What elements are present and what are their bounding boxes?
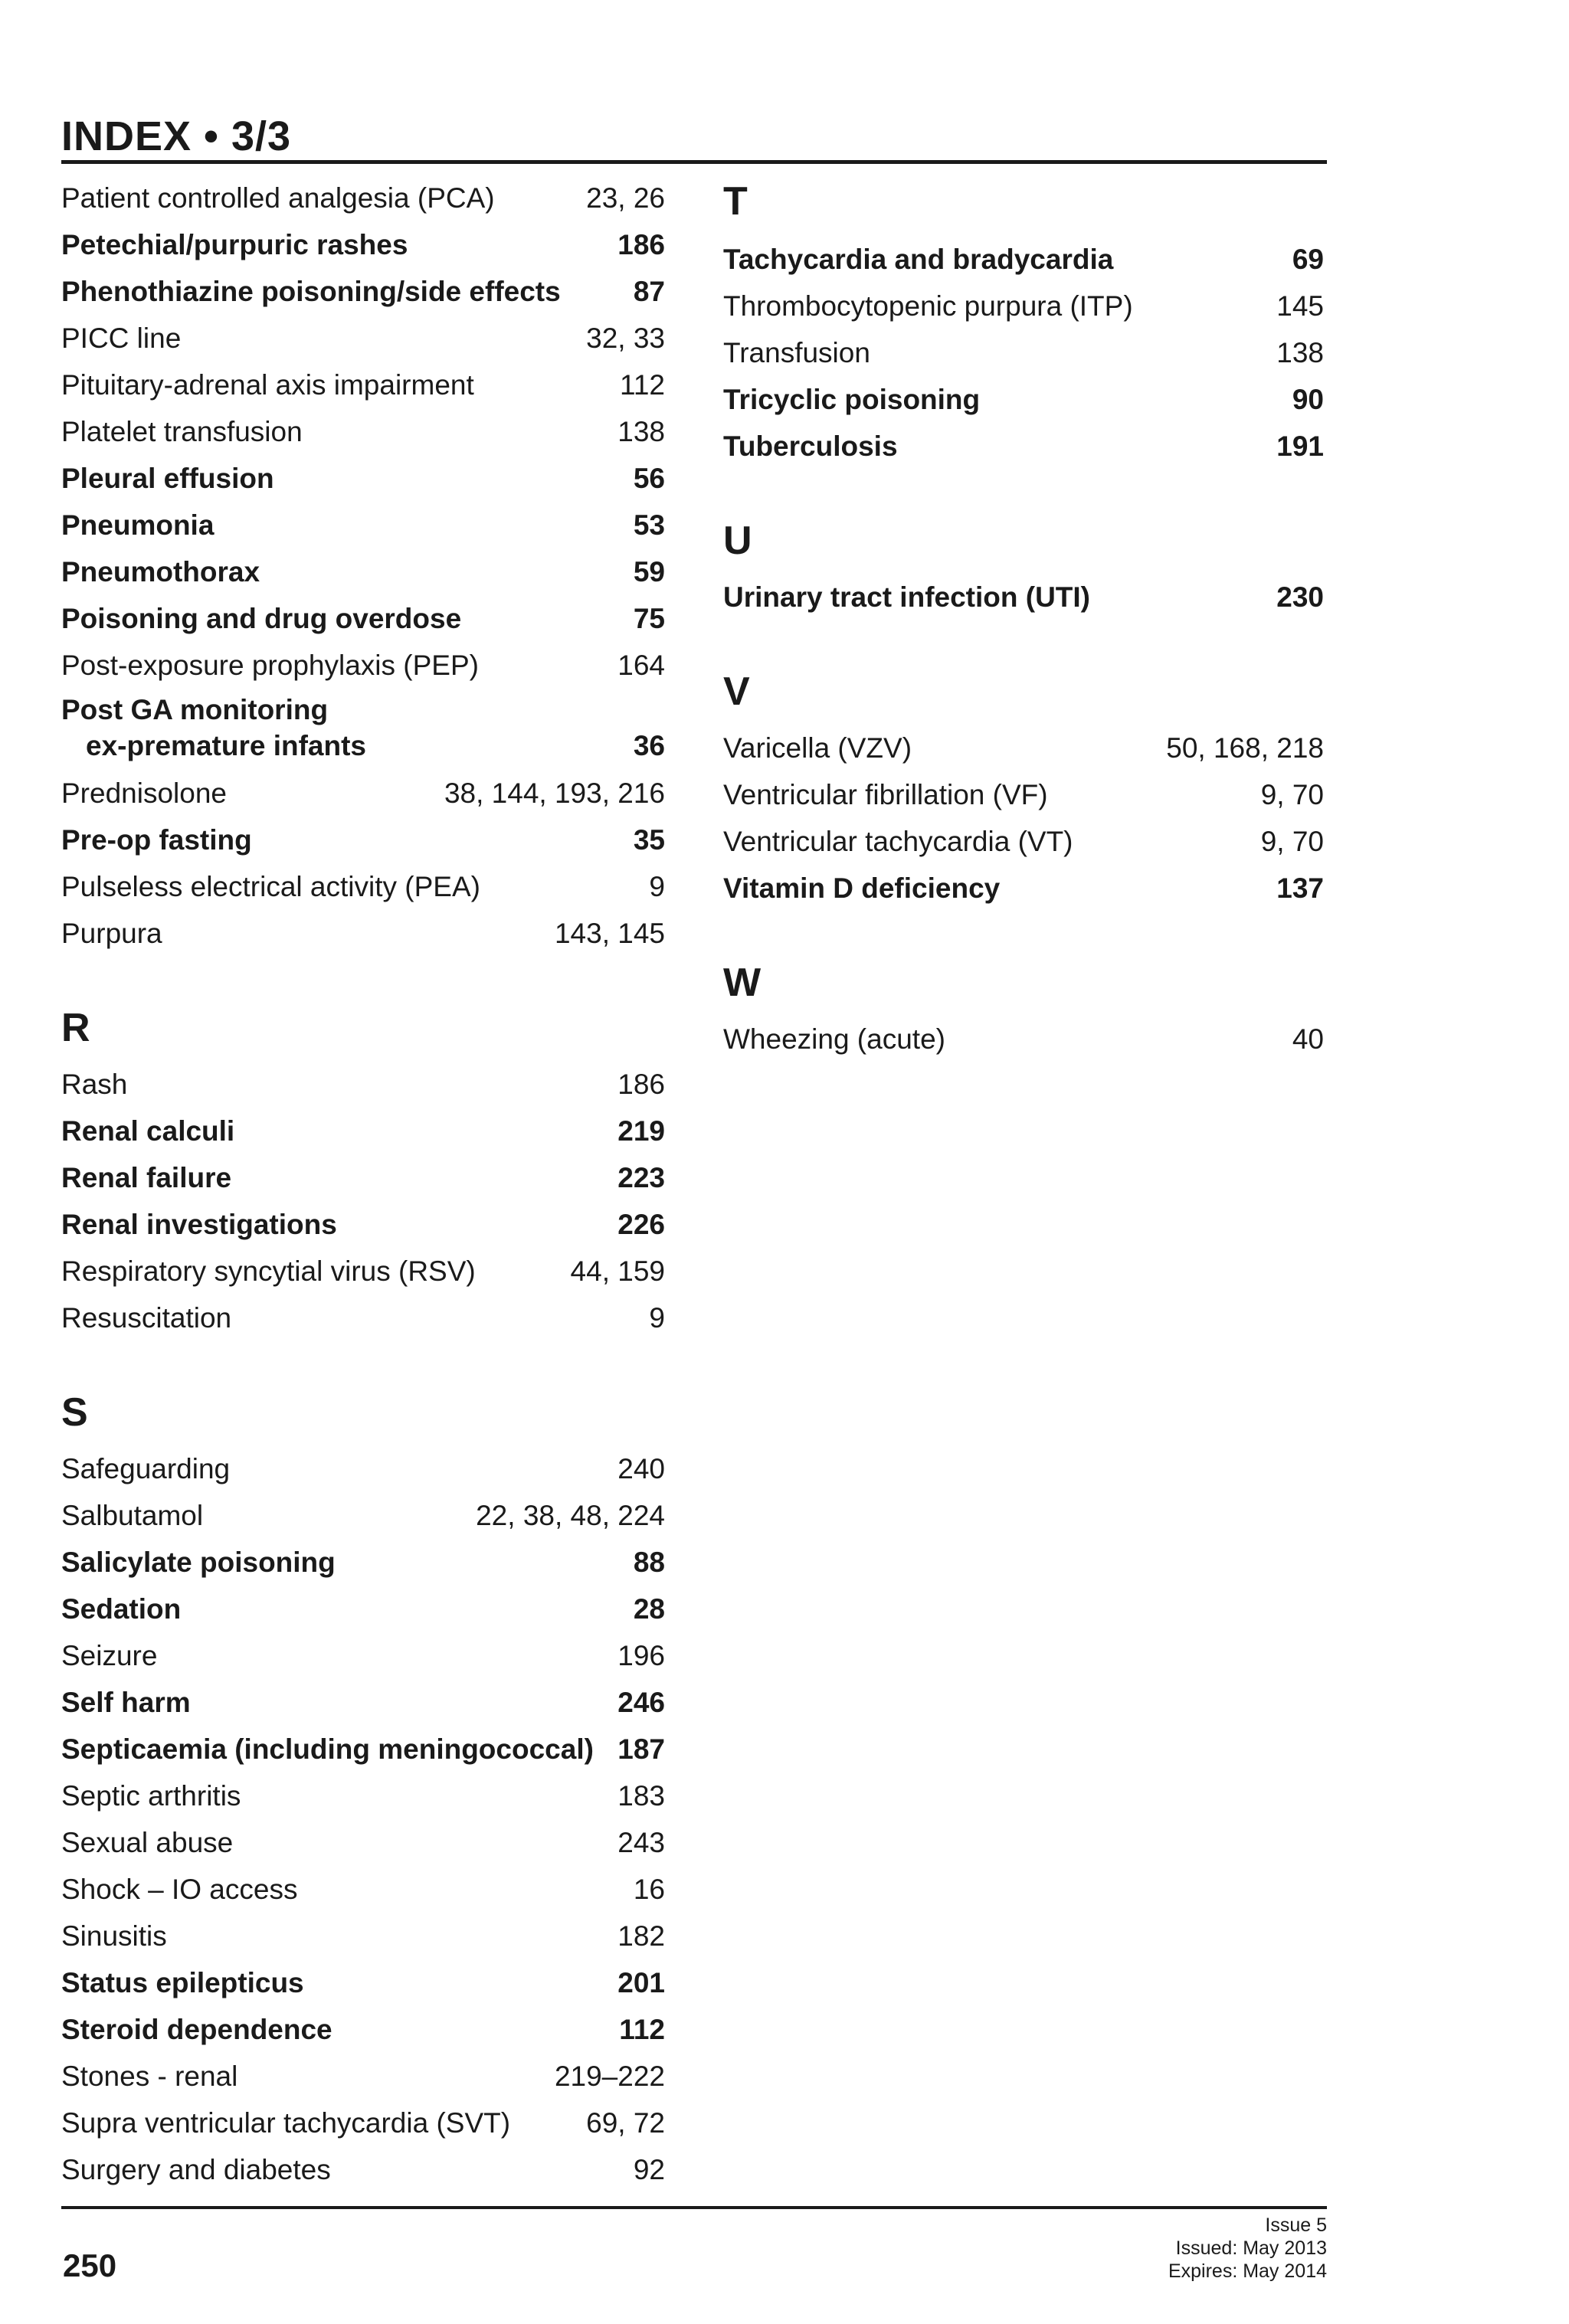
entry-pages: 35 [633,824,665,856]
entry-term: PICC line [61,322,182,354]
entry-term: Steroid dependence [61,2014,332,2045]
entry-term: Wheezing (acute) [723,1023,945,1055]
index-entry [61,1726,665,1772]
entry-pages: 219 [617,1115,665,1147]
entry-term: Rash [61,1069,128,1100]
index-entry [61,2100,665,2146]
entry-pages: 201 [617,1967,665,1998]
issue-info [1168,2214,1327,2283]
entry-term: Septicaemia (including meningococcal) [61,1733,594,1765]
entry-term: Tricyclic poisoning [723,384,981,415]
index-entry [61,1061,665,1108]
expiry-date: Expires: May 2014 [1168,2260,1327,2282]
section-letter: U [723,519,752,563]
entry-pages: 75 [633,603,665,634]
entry-pages: 243 [617,1827,665,1858]
entry-pages: 112 [619,2014,665,2045]
entry-term: Purpura [61,918,162,949]
entry-term: Transfusion [723,337,870,368]
entry-pages: 219–222 [554,2061,665,2092]
entry-term: Tuberculosis [723,430,898,462]
index-entry [61,1819,665,1866]
entry-term: Renal investigations [61,1209,337,1240]
entry-term: Seizure [61,1640,158,1671]
issued-date: Issued: May 2013 [1175,2237,1327,2259]
entry-pages: 137 [1276,872,1324,904]
entry-term: Patient controlled analgesia (PCA) [61,182,495,214]
entry-term: Thrombocytopenic purpura (ITP) [723,290,1133,322]
entry-term: Ventricular tachycardia (VT) [723,826,1073,857]
entry-pages: 191 [1276,430,1324,462]
entry-term: Sexual abuse [61,1827,234,1858]
page-header [61,106,1327,167]
section-letter: S [61,1390,88,1435]
entry-term: Pituitary-adrenal axis impairment [61,369,474,401]
index-entry [723,329,1324,376]
index-column-right [723,175,1324,1062]
index-entry [723,771,1324,818]
index-entry [61,2006,665,2053]
issue-number: Issue 5 [1265,2214,1327,2236]
entry-term: Safeguarding [61,1453,231,1484]
entry-term: Sinusitis [61,1920,167,1952]
index-entry [61,2053,665,2100]
entry-term: Varicella (VZV) [723,732,912,764]
entry-pages: 112 [620,369,665,401]
entry-pages: 69 [1292,244,1324,275]
index-entry [61,689,665,770]
entry-pages: 186 [617,1069,665,1100]
entry-subterm: ex-premature infants [86,730,366,761]
entry-term: Septic arthritis [61,1780,241,1812]
entry-term: Pleural effusion [61,463,274,494]
entry-pages: 223 [617,1162,665,1193]
index-entry [61,910,665,957]
index-entry [61,2146,665,2193]
entry-pages: 38, 144, 193, 216 [444,777,665,809]
entry-term: Pre-op fasting [61,824,252,856]
page-number: 250 [63,2247,117,2283]
index-entry [723,725,1324,771]
entry-term: Urinary tract infection (UTI) [723,581,1090,613]
entry-term: Pneumonia [61,509,215,541]
entry-term: Status epilepticus [61,1967,304,1998]
entry-pages: 56 [633,463,665,494]
entry-term: Pneumothorax [61,556,260,588]
section-letter: R [61,1006,90,1050]
entry-term: Stones - renal [61,2061,238,2092]
entry-term: Post GA monitoring [61,694,329,725]
entry-pages: 28 [633,1593,665,1625]
index-entry [723,574,1324,620]
index-entry [61,1772,665,1819]
index-entry [61,1201,665,1248]
index-entry [61,268,665,315]
index-entry [61,595,665,642]
entry-term: Platelet transfusion [61,416,303,447]
entry-term: Self harm [61,1687,191,1718]
index-entry [61,642,665,689]
index-entry [61,455,665,502]
entry-pages: 32, 33 [586,322,665,354]
entry-pages: 138 [1276,337,1324,368]
entry-pages: 50, 168, 218 [1166,732,1324,764]
entry-pages: 183 [617,1780,665,1812]
entry-term: Poisoning and drug overdose [61,603,462,634]
entry-term: Post-exposure prophylaxis (PEP) [61,650,479,681]
entry-pages: 40 [1292,1023,1324,1055]
page-title: INDEX • 3/3 [61,113,292,159]
index-entry [61,1679,665,1726]
index-entry [723,236,1324,283]
index-entry [61,1108,665,1154]
index-entry [61,175,665,221]
entry-pages: 16 [633,1874,665,1905]
entry-term: Tachycardia and bradycardia [723,244,1114,275]
entry-pages: 59 [633,556,665,588]
section-letter: T [723,179,748,224]
entry-pages: 9 [649,871,665,902]
index-entry [61,1539,665,1586]
entry-pages: 53 [633,509,665,541]
index-entry [61,770,665,817]
entry-pages: 87 [633,276,665,307]
entry-term: Salbutamol [61,1500,204,1531]
entry-pages: 138 [617,416,665,447]
entry-term: Pulseless electrical activity (PEA) [61,871,480,902]
entry-pages: 23, 26 [586,182,665,214]
entry-pages: 196 [617,1640,665,1671]
entry-term: Sedation [61,1593,182,1625]
entry-term: Petechial/purpuric rashes [61,229,408,260]
entry-term: Prednisolone [61,777,227,809]
index-entry [723,423,1324,470]
entry-term-group [61,692,366,764]
index-entry [61,1866,665,1913]
index-entry [61,817,665,863]
index-entry [61,1445,665,1492]
entry-term: Renal failure [61,1162,232,1193]
entry-term: Respiratory syncytial virus (RSV) [61,1255,476,1287]
index-entry [61,1959,665,2006]
entry-pages: 182 [617,1920,665,1952]
entry-pages: 187 [617,1733,665,1765]
entry-pages: 44, 159 [570,1255,665,1287]
index-entry [61,1248,665,1295]
index-entry [723,865,1324,912]
index-entry [723,1016,1324,1062]
entry-term: Ventricular fibrillation (VF) [723,779,1048,810]
entry-pages: 92 [633,2154,665,2185]
index-entry [61,1295,665,1341]
index-entry [61,408,665,455]
index-entry [61,863,665,910]
footer-rule [61,2206,1327,2209]
entry-pages: 9 [649,1302,665,1334]
index-entry [61,548,665,595]
entry-term: Salicylate poisoning [61,1547,336,1578]
index-column-left [61,175,665,2193]
entry-pages: 88 [633,1547,665,1578]
entry-pages: 226 [617,1209,665,1240]
entry-term: Renal calculi [61,1115,235,1147]
entry-term: Supra ventricular tachycardia (SVT) [61,2107,511,2139]
entry-pages: 69, 72 [586,2107,665,2139]
entry-term: Surgery and diabetes [61,2154,331,2185]
index-entry [723,818,1324,865]
title-rule [61,160,1327,164]
index-entry [61,362,665,408]
entry-pages: 36 [633,730,665,761]
entry-pages: 22, 38, 48, 224 [476,1500,665,1531]
entry-term: Resuscitation [61,1302,232,1334]
entry-pages: 9, 70 [1260,779,1324,810]
entry-pages: 90 [1292,384,1324,415]
entry-term: Phenothiazine poisoning/side effects [61,276,561,307]
index-entry [61,1632,665,1679]
entry-term: Shock – IO access [61,1874,298,1905]
entry-term: Vitamin D deficiency [723,872,1001,904]
entry-pages: 164 [617,650,665,681]
index-entry [61,221,665,268]
entry-pages: 240 [617,1453,665,1484]
index-entry [61,1154,665,1201]
index-entry [61,1492,665,1539]
entry-pages: 9, 70 [1260,826,1324,857]
entry-pages: 186 [617,229,665,260]
index-entry [723,283,1324,329]
index-entry [61,1586,665,1632]
entry-pages: 230 [1276,581,1324,613]
section-letter: V [723,669,750,714]
section-letter: W [723,961,762,1005]
index-entry [61,502,665,548]
entry-pages: 246 [617,1687,665,1718]
entry-pages: 143, 145 [554,918,665,949]
entry-pages: 145 [1276,290,1324,322]
index-entry [61,1913,665,1959]
index-entry [723,376,1324,423]
index-entry [61,315,665,362]
